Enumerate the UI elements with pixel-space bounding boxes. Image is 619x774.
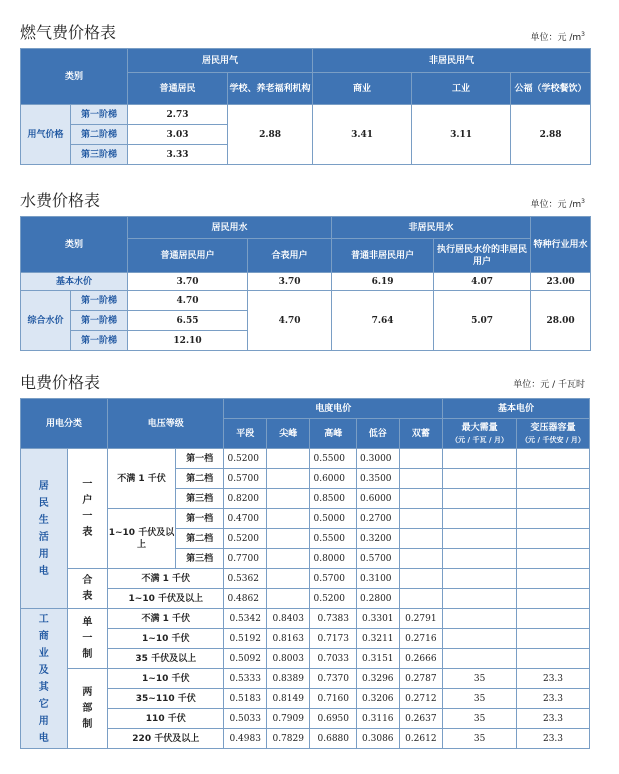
electric-single-voltage-1: 不满 1 千伏 — [108, 609, 224, 629]
electric-combined-2-valley: 0.2800 — [357, 589, 400, 609]
electric-combined-voltage-2: 1~10 千伏及以上 — [108, 589, 224, 609]
electric-header-energy: 电度电价 — [224, 399, 443, 419]
electric-two-part-1-peak: 0.7370 — [310, 669, 357, 689]
water-header-non-residential: 非居民用水 — [332, 217, 531, 239]
electric-single-1-sharp: 0.8403 — [266, 609, 310, 629]
water-basic-label: 基本水价 — [21, 273, 128, 291]
water-ordinary-tier-3: 12.10 — [128, 331, 248, 351]
electric-two-part-2-flat: 0.5183 — [224, 689, 267, 709]
electric-header-flat: 平段 — [224, 419, 267, 449]
water-header-category: 类别 — [21, 217, 128, 273]
electric-single-1-storage: 0.2791 — [399, 609, 443, 629]
electric-two-part-1-max-demand: 35 — [443, 669, 517, 689]
electric-res-lt1-t3-flat: 0.8200 — [224, 489, 267, 509]
electric-two-part-4-valley: 0.3086 — [357, 729, 400, 749]
electric-two-part-2-peak: 0.7160 — [310, 689, 357, 709]
water-special-value: 28.00 — [531, 291, 591, 351]
water-basic-exec-res: 4.07 — [434, 273, 531, 291]
water-basic-ordinary: 3.70 — [128, 273, 248, 291]
gas-price-table — [20, 48, 591, 165]
electric-two-part-2-valley: 0.3206 — [357, 689, 400, 709]
water-header-combined: 合表用户 — [248, 239, 332, 273]
water-ordinary-tier-1: 4.70 — [128, 291, 248, 311]
electric-res-lt1-t2-flat: 0.5700 — [224, 469, 267, 489]
electric-two-part-voltage-3: 110 千伏 — [108, 709, 224, 729]
electric-res-1-10-t2-valley: 0.3200 — [357, 529, 400, 549]
gas-header-ordinary: 普通居民 — [128, 73, 228, 105]
electric-two-part-4-storage: 0.2612 — [399, 729, 443, 749]
electric-combined-meter-label: 合表 — [67, 569, 108, 609]
electric-tier-1: 第一档 — [175, 449, 224, 469]
electric-res-lt1-voltage: 不满 1 千伏 — [108, 449, 176, 509]
electric-single-1-valley: 0.3301 — [357, 609, 400, 629]
gas-school-value: 2.88 — [228, 105, 313, 165]
gas-commercial-value: 3.41 — [313, 105, 412, 165]
electric-price-table — [20, 398, 590, 749]
water-basic-special: 23.00 — [531, 273, 591, 291]
electric-tier-1: 第一档 — [175, 509, 224, 529]
electric-two-part-3-valley: 0.3116 — [357, 709, 400, 729]
gas-public-value: 2.88 — [511, 105, 591, 165]
electric-res-1-10-t3-peak: 0.8000 — [310, 549, 357, 569]
electric-single-2-flat: 0.5192 — [224, 629, 267, 649]
water-header-special: 特种行业用水 — [531, 217, 591, 273]
water-basic-ordinary-non: 6.19 — [332, 273, 434, 291]
gas-row-label: 用气价格 — [21, 105, 71, 165]
electric-two-part-4-transformer: 23.3 — [517, 729, 590, 749]
electric-two-part-1-valley: 0.3296 — [357, 669, 400, 689]
gas-ordinary-tier-2: 3.03 — [128, 125, 228, 145]
electric-res-lt1-t2-peak: 0.6000 — [310, 469, 357, 489]
electric-two-part-1-storage: 0.2787 — [399, 669, 443, 689]
electric-combined-voltage-1: 不满 1 千伏 — [108, 569, 224, 589]
electric-res-lt1-t1-valley: 0.3000 — [357, 449, 400, 469]
electric-two-part-2-max-demand: 35 — [443, 689, 517, 709]
electric-combined-1-peak: 0.5700 — [310, 569, 357, 589]
electric-two-part-3-max-demand: 35 — [443, 709, 517, 729]
electric-single-1-flat: 0.5342 — [224, 609, 267, 629]
electric-tier-2: 第二档 — [175, 469, 224, 489]
electric-two-part-2-sharp: 0.8149 — [266, 689, 310, 709]
electric-res-lt1-t3-peak: 0.8500 — [310, 489, 357, 509]
electric-two-part-3-peak: 0.6950 — [310, 709, 357, 729]
water-tier-1: 第一阶梯 — [71, 291, 128, 311]
electric-header-valley: 低谷 — [357, 419, 400, 449]
electric-two-part-voltage-2: 35~110 千伏 — [108, 689, 224, 709]
electric-tier-2: 第二档 — [175, 529, 224, 549]
electric-two-part-1-transformer: 23.3 — [517, 669, 590, 689]
gas-ordinary-tier-3: 3.33 — [128, 145, 228, 165]
gas-header-category: 类别 — [21, 49, 128, 105]
electric-single-3-sharp: 0.8003 — [266, 649, 310, 669]
electric-res-1-10-t1-flat: 0.4700 — [224, 509, 267, 529]
electric-combined-1-valley: 0.3100 — [357, 569, 400, 589]
electric-single-2-valley: 0.3211 — [357, 629, 400, 649]
electric-single-2-sharp: 0.8163 — [266, 629, 310, 649]
gas-industrial-value: 3.11 — [412, 105, 511, 165]
electric-single-label: 单一制 — [67, 609, 108, 669]
electric-two-part-2-storage: 0.2712 — [399, 689, 443, 709]
electric-res-1-10-t2-peak: 0.5500 — [310, 529, 357, 549]
electric-single-3-peak: 0.7033 — [310, 649, 357, 669]
water-basic-combined: 3.70 — [248, 273, 332, 291]
water-ordinary-tier-2: 6.55 — [128, 311, 248, 331]
electric-single-3-storage: 0.2666 — [399, 649, 443, 669]
electric-two-part-1-sharp: 0.8389 — [266, 669, 310, 689]
water-unit: 单位：元 $/m^3$ — [530, 198, 585, 210]
electric-res-1-10-t2-flat: 0.5200 — [224, 529, 267, 549]
electric-combined-2-peak: 0.5200 — [310, 589, 357, 609]
electric-res-1-10-t1-valley: 0.2700 — [357, 509, 400, 529]
electric-table-title: 电费价格表 — [20, 373, 101, 392]
electric-single-2-peak: 0.7173 — [310, 629, 357, 649]
electric-resident-label: 居民生活用电 — [21, 449, 68, 609]
electric-header-max-demand: 最大需量 （元 / 千瓦 / 月） — [443, 419, 517, 449]
gas-unit: 单位：元 $/m^3$ — [530, 31, 585, 43]
gas-header-residential: 居民用气 — [128, 49, 313, 73]
electric-combined-2-flat: 0.4862 — [224, 589, 267, 609]
electric-single-3-valley: 0.3151 — [357, 649, 400, 669]
electric-header-basic: 基本电价 — [443, 399, 590, 419]
electric-two-part-4-peak: 0.6880 — [310, 729, 357, 749]
water-ordinary-non-value: 7.64 — [332, 291, 434, 351]
electric-two-part-label: 两部制 — [67, 669, 108, 749]
gas-tier-1: 第一阶梯 — [71, 105, 128, 125]
electric-single-2-storage: 0.2716 — [399, 629, 443, 649]
water-header-residential: 居民用水 — [128, 217, 332, 239]
electric-res-lt1-t1-flat: 0.5200 — [224, 449, 267, 469]
electric-two-part-4-sharp: 0.7829 — [266, 729, 310, 749]
water-exec-res-value: 5.07 — [434, 291, 531, 351]
water-table-title: 水费价格表 — [20, 191, 101, 210]
electric-header-transformer: 变压器容量 （元 / 千伏安 / 月） — [517, 419, 590, 449]
electric-two-part-3-flat: 0.5033 — [224, 709, 267, 729]
water-header-exec-res: 执行居民水价的非居民用户 — [434, 239, 531, 273]
electric-header-storage: 双蓄 — [399, 419, 443, 449]
electric-single-3-flat: 0.5092 — [224, 649, 267, 669]
water-header-ordinary-non: 普通非居民用户 — [332, 239, 434, 273]
electric-two-part-voltage-4: 220 千伏及以上 — [108, 729, 224, 749]
water-header-ordinary: 普通居民用户 — [128, 239, 248, 273]
electric-two-part-3-transformer: 23.3 — [517, 709, 590, 729]
electric-single-1-peak: 0.7383 — [310, 609, 357, 629]
electric-res-1-10-t3-valley: 0.5700 — [357, 549, 400, 569]
electric-two-part-4-flat: 0.4983 — [224, 729, 267, 749]
electric-combined-1-flat: 0.5362 — [224, 569, 267, 589]
electric-header-sharp: 尖峰 — [266, 419, 310, 449]
water-tier-3: 第一阶梯 — [71, 331, 128, 351]
gas-ordinary-tier-1: 2.73 — [128, 105, 228, 125]
electric-single-voltage-2: 1~10 千伏 — [108, 629, 224, 649]
water-combined-value: 4.70 — [248, 291, 332, 351]
electric-unit: 单位：元 / 千瓦时 — [513, 380, 585, 390]
electric-header-peak: 高峰 — [310, 419, 357, 449]
electric-res-1-10-voltage: 1~10 千伏及以上 — [108, 509, 176, 569]
electric-two-part-1-flat: 0.5333 — [224, 669, 267, 689]
electric-two-part-4-max-demand: 35 — [443, 729, 517, 749]
gas-header-non-residential: 非居民用气 — [313, 49, 591, 73]
gas-table-title: 燃气费价格表 — [20, 23, 117, 42]
electric-one-meter-label: 一户一表 — [67, 449, 108, 569]
electric-tier-3: 第三档 — [175, 549, 224, 569]
gas-header-commercial: 商业 — [313, 73, 412, 105]
electric-two-part-3-storage: 0.2637 — [399, 709, 443, 729]
gas-tier-2: 第二阶梯 — [71, 125, 128, 145]
electric-res-lt1-t3-valley: 0.6000 — [357, 489, 400, 509]
electric-two-part-2-transformer: 23.3 — [517, 689, 590, 709]
electric-res-lt1-t1-peak: 0.5500 — [310, 449, 357, 469]
electric-two-part-3-sharp: 0.7909 — [266, 709, 310, 729]
electric-tier-3: 第三档 — [175, 489, 224, 509]
gas-header-industrial: 工业 — [412, 73, 511, 105]
electric-single-voltage-3: 35 千伏及以上 — [108, 649, 224, 669]
electric-res-1-10-t3-flat: 0.7700 — [224, 549, 267, 569]
electric-res-lt1-t2-valley: 0.3500 — [357, 469, 400, 489]
water-tier-2: 第一阶梯 — [71, 311, 128, 331]
gas-tier-3: 第三阶梯 — [71, 145, 128, 165]
electric-header-category: 用电分类 — [21, 399, 108, 449]
electric-res-1-10-t1-peak: 0.5000 — [310, 509, 357, 529]
electric-header-voltage: 电压等级 — [108, 399, 224, 449]
electric-two-part-voltage-1: 1~10 千伏 — [108, 669, 224, 689]
electric-industry-label: 工商业及其它用电 — [21, 609, 68, 749]
gas-header-public: 公福（学校餐饮） — [511, 73, 591, 105]
gas-header-school: 学校、养老福利机构 — [228, 73, 313, 105]
water-price-table — [20, 216, 591, 351]
water-combined-label: 综合水价 — [21, 291, 71, 351]
